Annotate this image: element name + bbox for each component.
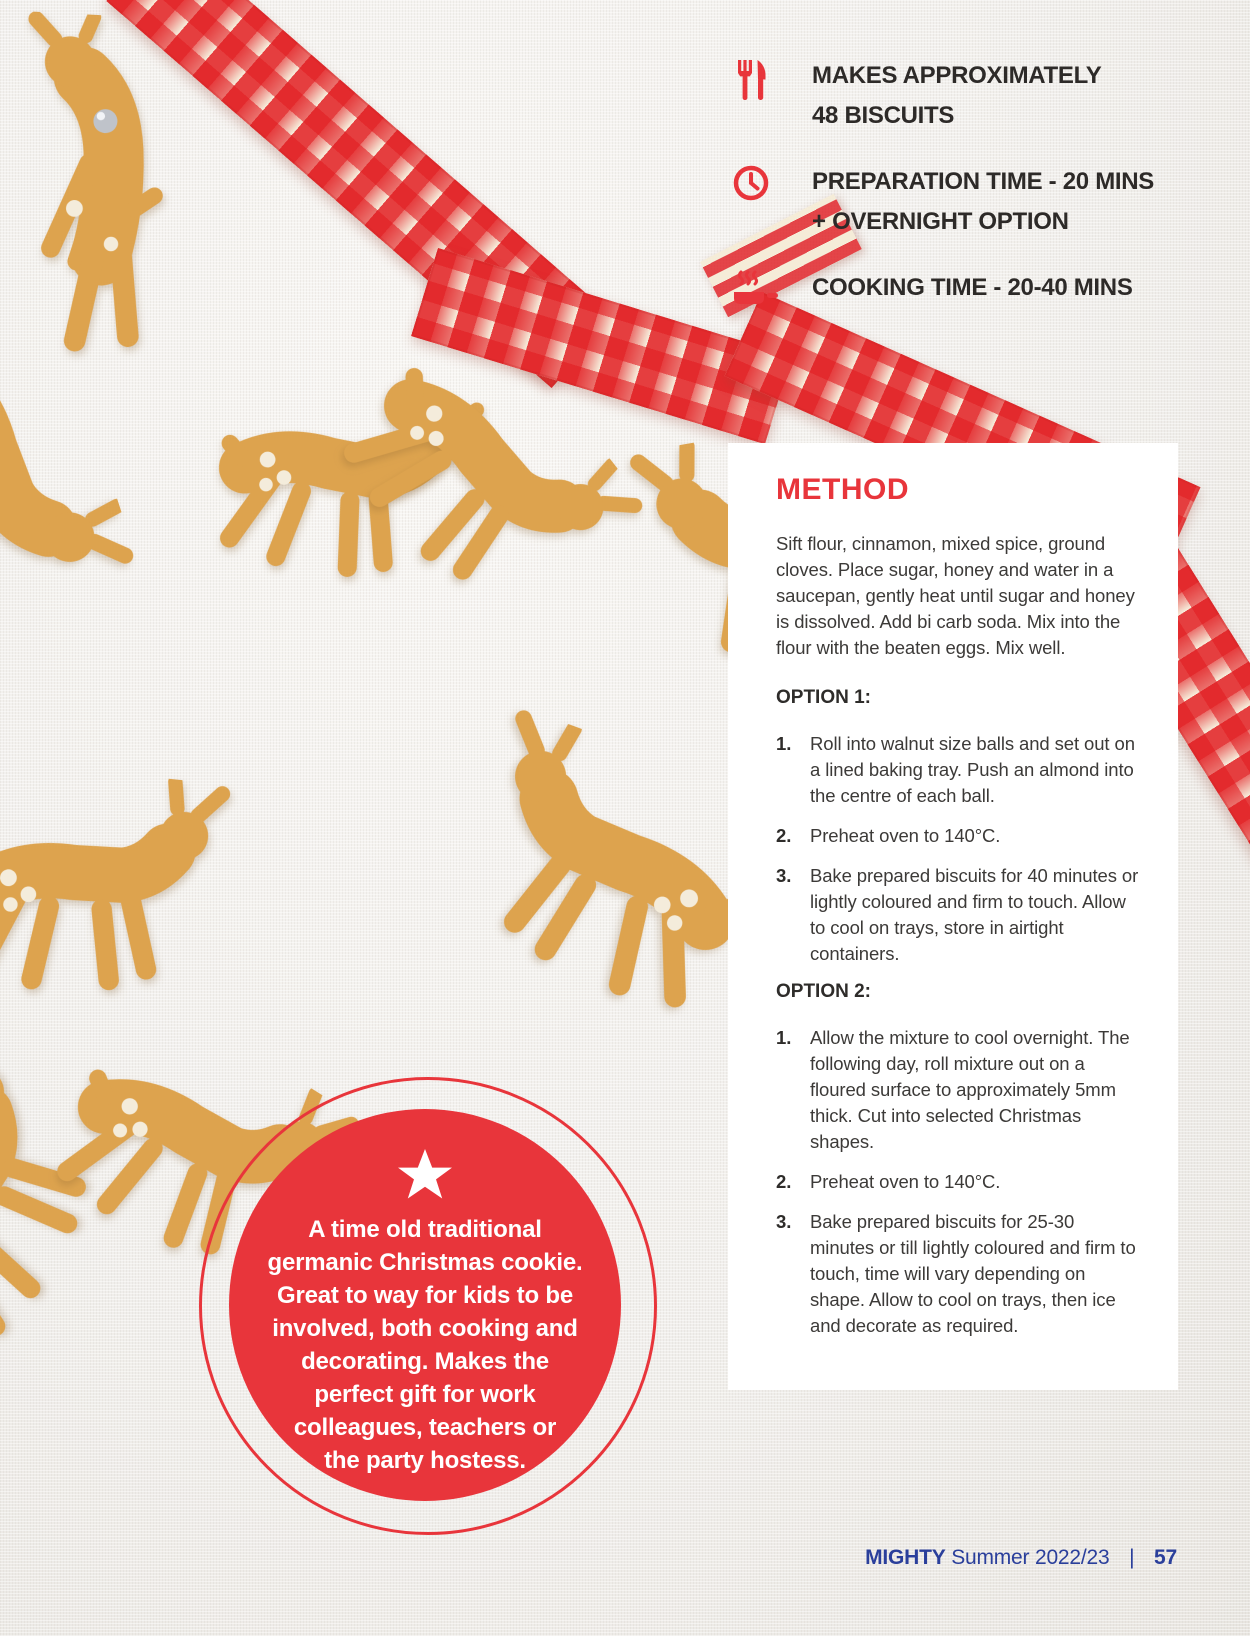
step-text: Preheat oven to 140°C. [810, 825, 1001, 846]
fact-prep-time [730, 162, 1200, 242]
step-number: 3. [776, 865, 792, 886]
magazine-name: MIGHTY [865, 1546, 946, 1569]
fact-line: PREPARATION TIME - 20 MINS [812, 168, 1155, 195]
method-intro: Sift flour, cinnamon, mixed spice, ground cloves. Place sugar, honey and water in a saucepan, gently heat until sugar and honey is dissolved. Add bi carb soda. Mix into the flour with the beaten eggs. Mix well. [776, 533, 1135, 658]
step-number: 3. [776, 1211, 792, 1232]
badge-line: the party hostess. [324, 1447, 526, 1474]
badge-text [251, 1213, 599, 1477]
fact-line: 48 BISCUITS [812, 102, 955, 129]
step [776, 823, 1140, 849]
method-title: METHOD [776, 473, 909, 506]
option1-title: OPTION 1: [776, 687, 872, 708]
step-text: Bake prepared biscuits for 40 minutes or lightly coloured and firm to touch. Allow to cool on trays, store in airtight containers. [810, 865, 1139, 964]
badge-line: colleagues, teachers or [293, 1414, 557, 1441]
fact-servings [730, 56, 1200, 136]
star-icon [396, 1147, 454, 1203]
step [776, 1169, 1140, 1195]
fact-text [788, 162, 1154, 242]
footer-separator: | [1129, 1546, 1135, 1569]
badge-line: germanic Christmas cookie. [267, 1249, 583, 1276]
step-number: 1. [776, 1027, 792, 1048]
method-panel [728, 443, 1178, 1390]
issue-label: Summer 2022/23 [951, 1546, 1110, 1569]
badge-line: involved, both cooking and [272, 1315, 578, 1342]
step-text: Allow the mixture to cool overnight. The following day, roll mixture out on a floured surface to approximately 5mm thick. Cut into selected Christmas shapes. [810, 1027, 1130, 1152]
badge-line: A time old traditional [308, 1216, 542, 1243]
steaming-pan-icon [730, 268, 788, 319]
fact-text [788, 56, 1101, 136]
cutlery-icon [730, 56, 788, 136]
note-badge [229, 1109, 621, 1501]
fact-text [788, 268, 1133, 319]
clock-icon [730, 162, 788, 242]
option1-steps [776, 731, 1140, 967]
step-text: Preheat oven to 140°C. [810, 1171, 1001, 1192]
recipe-facts [730, 56, 1200, 345]
step-number: 1. [776, 733, 792, 754]
fact-line: COOKING TIME - 20-40 MINS [812, 274, 1133, 301]
option2-title: OPTION 2: [776, 981, 872, 1002]
page-number: 57 [1154, 1546, 1177, 1569]
step [776, 1209, 1140, 1339]
badge-line: perfect gift for work [314, 1381, 536, 1408]
option2-steps [776, 1025, 1140, 1339]
fact-line: + OVERNIGHT OPTION [812, 208, 1069, 235]
step [776, 863, 1140, 967]
step-text: Roll into walnut size balls and set out on a lined baking tray. Push an almond into the centre of each ball. [810, 733, 1135, 806]
step [776, 731, 1140, 809]
badge-line: Great to way for kids to be [277, 1282, 573, 1309]
step-number: 2. [776, 825, 792, 846]
page-footer [865, 1546, 1177, 1570]
step-text: Bake prepared biscuits for 25-30 minutes or till lightly coloured and firm to touch, time will vary depending on shape. Allow to cool on trays, then ice and decorate as required. [810, 1211, 1136, 1336]
fact-line: MAKES APPROXIMATELY [812, 62, 1102, 89]
fact-cooking-time [730, 268, 1200, 319]
badge-line: decorating. Makes the [301, 1348, 549, 1375]
step [776, 1025, 1140, 1155]
step-number: 2. [776, 1171, 792, 1192]
